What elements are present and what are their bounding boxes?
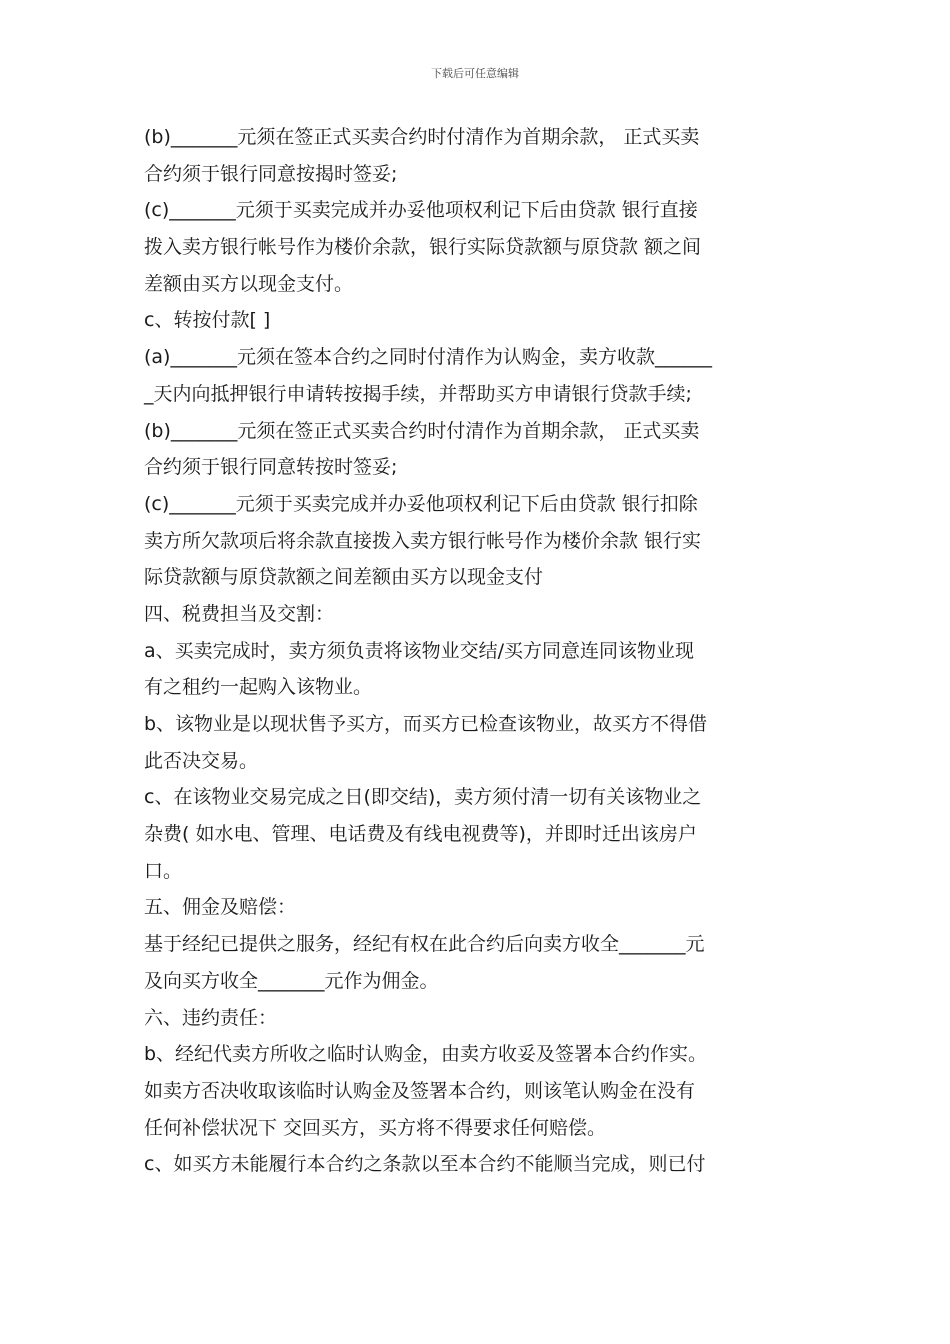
paragraph xyxy=(144,1146,810,1183)
text-line: 此否决交易。 xyxy=(144,749,259,772)
paragraph xyxy=(144,596,810,633)
text-line: 差额由买方以现金支付。 xyxy=(144,272,354,295)
paragraph xyxy=(144,1000,810,1037)
paragraph xyxy=(144,706,810,779)
text-line: c、在该物业交易完成之日(即交结)，卖方须付清一切有关该物业之 xyxy=(144,786,702,809)
text-line: 五、佣金及赔偿： xyxy=(144,896,297,919)
text-line: 口。 xyxy=(144,859,183,882)
paragraph xyxy=(144,633,810,706)
paragraph xyxy=(144,302,810,339)
paragraph xyxy=(144,926,810,999)
text-line: 如卖方否决收取该临时认购金及签署本合约，则该笔认购金在没有 xyxy=(144,1079,696,1102)
paragraph xyxy=(144,192,810,302)
text-line: c、如买方未能履行本合约之条款以至本合约不能顺当完成，则已付 xyxy=(144,1153,706,1176)
paragraph xyxy=(144,779,810,889)
text-line: 四、税费担当及交割： xyxy=(144,602,335,625)
text-line: 及向买方收全_______元作为佣金。 xyxy=(144,969,439,992)
text-line: 杂费( 如水电、管理、电话费及有线电视费等)，并即时迁出该房户 xyxy=(144,823,697,846)
text-line: 合约须于银行同意转按时签妥; xyxy=(144,456,398,479)
text-line: (a)_______元须在签本合约之同时付清作为认购金，卖方收款______ xyxy=(144,346,712,369)
text-line: (b)_______元须在签正式买卖合约时付清作为首期余款， 正式买卖 xyxy=(144,126,700,148)
text-line: (c)_______元须于买卖完成并办妥他项权利记下后由贷款 银行扣除 xyxy=(144,492,698,515)
text-line: _天内向抵押银行申请转按揭手续，并帮助买方申请银行贷款手续; xyxy=(144,382,692,405)
text-line: 合约须于银行同意按揭时签妥; xyxy=(144,162,398,185)
text-line: 拨入卖方银行帐号作为楼价余款，银行实际贷款额与原贷款 额之间 xyxy=(144,236,702,259)
document-body xyxy=(144,119,810,1183)
paragraph xyxy=(144,1036,810,1146)
text-line: 有之租约一起购入该物业。 xyxy=(144,676,373,699)
page-header: 下载后可任意编辑 xyxy=(431,67,519,80)
text-line: b、经纪代卖方所收之临时认购金，由卖方收妥及签署本合约作实。 xyxy=(144,1043,708,1066)
text-line: 任何补偿状况下 交回买方，买方将不得要求任何赔偿。 xyxy=(144,1116,607,1139)
text-line: 际贷款额与原贷款额之间差额由买方以现金支付 xyxy=(144,566,544,589)
paragraph xyxy=(144,486,810,596)
text-line: b、该物业是以现状售予买方，而买方已检查该物业，故买方不得借 xyxy=(144,713,708,735)
paragraph xyxy=(144,889,810,926)
text-line: 基于经纪已提供之服务，经纪有权在此合约后向卖方收全_______元 xyxy=(144,933,705,956)
paragraph xyxy=(144,119,810,192)
text-line: (c)_______元须于买卖完成并办妥他项权利记下后由贷款 银行直接 xyxy=(144,199,698,222)
paragraph xyxy=(144,413,810,486)
text-line: c、转按付款[ ] xyxy=(144,309,271,332)
text-line: 卖方所欠款项后将余款直接拨入卖方银行帐号作为楼价余款 银行实 xyxy=(144,529,702,552)
text-line: 六、违约责任： xyxy=(144,1006,278,1029)
text-line: a、买卖完成时，卖方须负责将该物业交结/买方同意连同该物业现 xyxy=(144,639,695,662)
paragraph xyxy=(144,339,810,412)
text-line: (b)_______元须在签正式买卖合约时付清作为首期余款， 正式买卖 xyxy=(144,419,700,442)
